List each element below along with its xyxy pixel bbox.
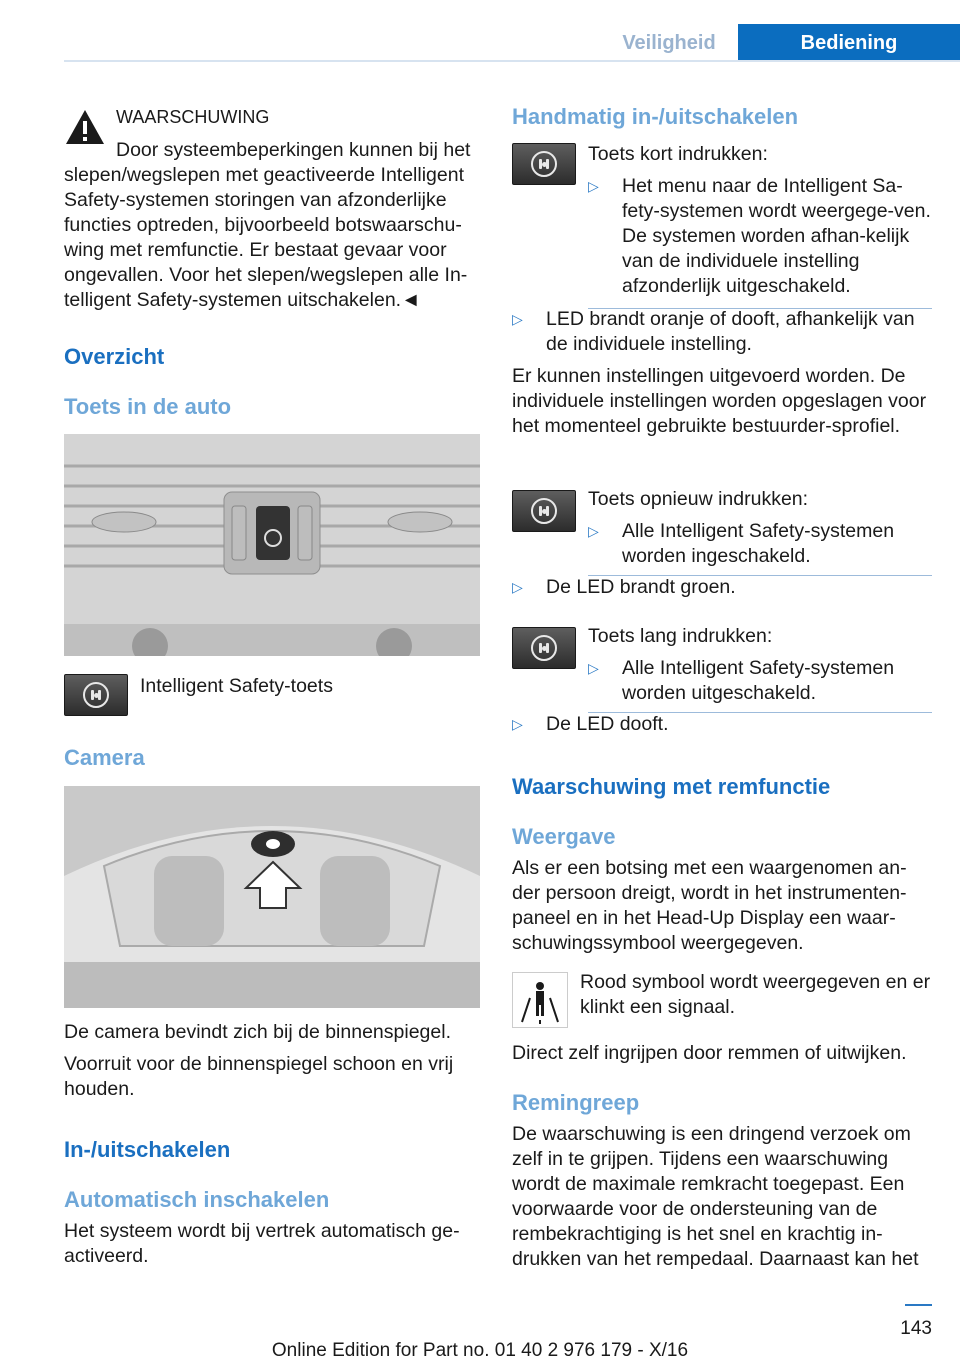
kort-bullet-1: ▷ Het menu naar de Intelligent Sa-fety-systemen wordt weergege-ven. De systemen worden afhan-kelijk van de individuele instelling afzonderlijk uitgeschakeld. — [588, 175, 931, 297]
button-caption: Intelligent Safety-toets — [140, 675, 333, 697]
heading-handmatig: Handmatig in-/uitschakelen — [512, 104, 799, 129]
header-rule — [64, 60, 960, 62]
bullet-triangle-icon: ▷ — [512, 579, 523, 595]
auto-text: Het systeem wordt bij vertrek automatisch ge-activeerd. — [64, 1220, 460, 1267]
remingreep-text: De waarschuwing is een dringend verzoek om zelf in te grijpen. Tijdens een waarschuwing wordt de maximale remkracht toegepast. Een voorwaarde voor de ondersteuning van de rembekrachtiging is het snel en krachtig in-drukken van het rempedaal. Daarnaast kan het — [512, 1123, 919, 1270]
warning-text: slepen/wegslepen met geactiveerde Intelligent Safety-systemen storingen van afzonderlijke functies optreden, bijvoorbeeld botswaarschu-wing met remfunctie. Er bestaat gevaar voor ongevallen. Voor het slepen/wegslepen alle In-telligent Safety-systemen uitschakelen.◄ — [64, 164, 468, 311]
lang-bullet-1: ▷ Alle Intelligent Safety-systemen worden uitgeschakeld. — [588, 657, 895, 704]
rood-symbool-text: Rood symbool wordt weergegeven en er klinkt een signaal. — [580, 971, 931, 1018]
camera-photo — [64, 786, 480, 1008]
heading-overzicht: Overzicht — [64, 344, 165, 369]
camera-text-1: De camera bevindt zich bij de binnenspiegel. — [64, 1021, 451, 1043]
button-icon-kort — [512, 143, 576, 185]
kort-bullet-2: ▷ LED brandt oranje of dooft, afhankelijk van de individuele instelling. — [512, 308, 915, 355]
edition-line: Online Edition for Part no. 01 40 2 976 179 - X/16 — [271, 1340, 689, 1361]
instellingen-text: Er kunnen instellingen uitgevoerd worden. De individuele instellingen worden opgeslagen voor het momenteel gebruikte bestuurder-sprofiel. — [512, 365, 927, 437]
camera-text-2: Voorruit voor de binnenspiegel schoon en vrij houden. — [64, 1053, 454, 1100]
heading-in-uitschakelen: In-/uitschakelen — [64, 1137, 231, 1162]
dashboard-photo — [64, 434, 480, 656]
direct-text: Direct zelf ingrijpen door remmen of uitwijken. — [512, 1042, 907, 1064]
warning-title: WAARSCHUWING — [116, 107, 270, 127]
warning-text-first: Door systeembeperkingen kunnen bij het — [116, 139, 471, 161]
heading-automatisch-inschakelen: Automatisch inschakelen — [64, 1187, 330, 1212]
intelligent-safety-button-icon — [64, 674, 128, 716]
button-icon-opnieuw — [512, 490, 576, 532]
weergave-text: Als er een botsing met een waargenomen an-der persoon dreigt, wordt in het instrumenten-paneel en in het Head-Up Display een waar-schuwingssymbool weergegeven. — [512, 857, 907, 954]
heading-toets-in-de-auto: Toets in de auto — [64, 394, 232, 419]
kort-text: Toets kort indrukken: — [588, 143, 768, 165]
page-number: 143 — [900, 1318, 932, 1339]
heading-camera: Camera — [64, 745, 145, 770]
bullet-triangle-icon: ▷ — [512, 716, 523, 732]
bullet-triangle-icon: ▷ — [512, 311, 523, 327]
warning-icon — [64, 108, 106, 146]
lang-text: Toets lang indrukken: — [588, 625, 773, 647]
opnieuw-text: Toets opnieuw indrukken: — [588, 488, 809, 510]
heading-weergave: Weergave — [512, 824, 616, 849]
pedestrian-warning-icon — [512, 972, 568, 1028]
opnieuw-bullet-1: ▷ Alle Intelligent Safety-systemen worden ingeschakeld. — [588, 520, 895, 567]
bullet-triangle-icon: ▷ — [588, 523, 599, 539]
opnieuw-bullet-2: ▷ De LED brandt groen. — [512, 576, 736, 598]
bullet-triangle-icon: ▷ — [588, 660, 599, 676]
tab-veiligheid[interactable]: Veiligheid — [622, 31, 716, 54]
heading-waarschuwing-remfunctie: Waarschuwing met remfunctie — [512, 774, 831, 799]
heading-remingreep: Remingreep — [512, 1090, 640, 1115]
lang-bullet-2: ▷ De LED dooft. — [512, 713, 669, 735]
bullet-triangle-icon: ▷ — [588, 178, 599, 194]
button-icon-lang — [512, 627, 576, 669]
footer-accent — [905, 1304, 932, 1306]
tab-bediening[interactable]: Bediening — [738, 24, 960, 62]
